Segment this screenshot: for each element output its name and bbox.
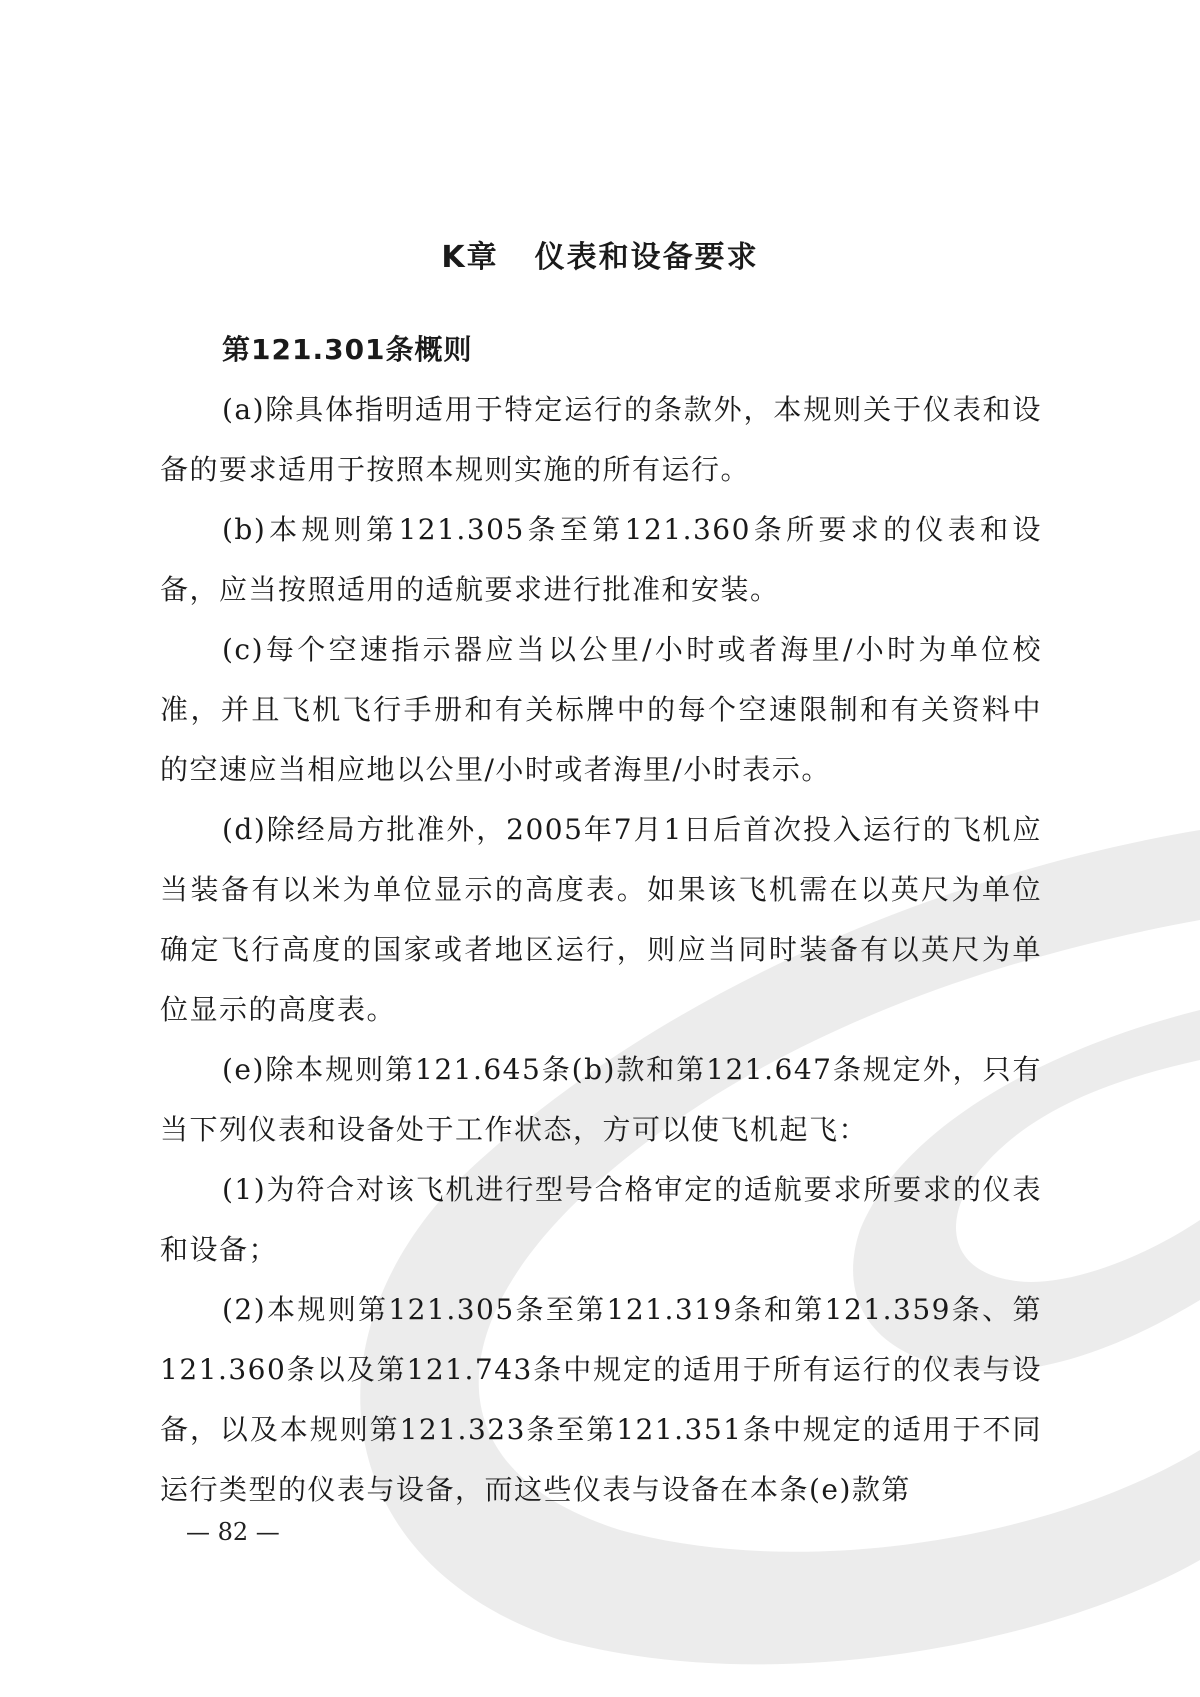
paragraph-c: (c)每个空速指示器应当以公里/小时或者海里/小时为单位校准，并且飞机飞行手册和有关标牌中的每个空速限制和有关资料中的空速应当相应地以公里/小时或者海里/小时表示。 [160,633,1042,786]
chapter-title [0,232,1200,276]
section-title: 第121.301条概则 [222,333,473,366]
body-text [160,380,1042,1520]
chapter-name: 仪表和设备要求 [534,240,759,275]
paragraph-e2: (2)本规则第121.305条至第121.319条和第121.359条、第121.360条以及第121.743条中规定的适用于所有运行的仪表与设备，以及本规则第121.323条至第121.351条中规定的适用于不同运行类型的仪表与设备，而这些仪表与设备在本条(e)款第 [160,1293,1042,1506]
chapter-prefix: K章 [441,240,499,275]
paragraph-a: (a)除具体指明适用于特定运行的条款外，本规则关于仪表和设备的要求适用于按照本规则实施的所有运行。 [160,393,1042,486]
paragraph-d: (d)除经局方批准外，2005年7月1日后首次投入运行的飞机应当装备有以米为单位显示的高度表。如果该飞机需在以英尺为单位确定飞行高度的国家或者地区运行，则应当同时装备有以英尺为单位显示的高度表。 [160,813,1042,1026]
paragraph-e: (e)除本规则第121.645条(b)款和第121.647条规定外，只有当下列仪表和设备处于工作状态，方可以使飞机起飞： [160,1053,1042,1146]
page-number: — 82 — [186,1518,280,1546]
paragraph-b: (b)本规则第121.305条至第121.360条所要求的仪表和设备，应当按照适用的适航要求进行批准和安装。 [160,513,1042,606]
paragraph-e1: (1)为符合对该飞机进行型号合格审定的适航要求所要求的仪表和设备； [160,1173,1042,1266]
